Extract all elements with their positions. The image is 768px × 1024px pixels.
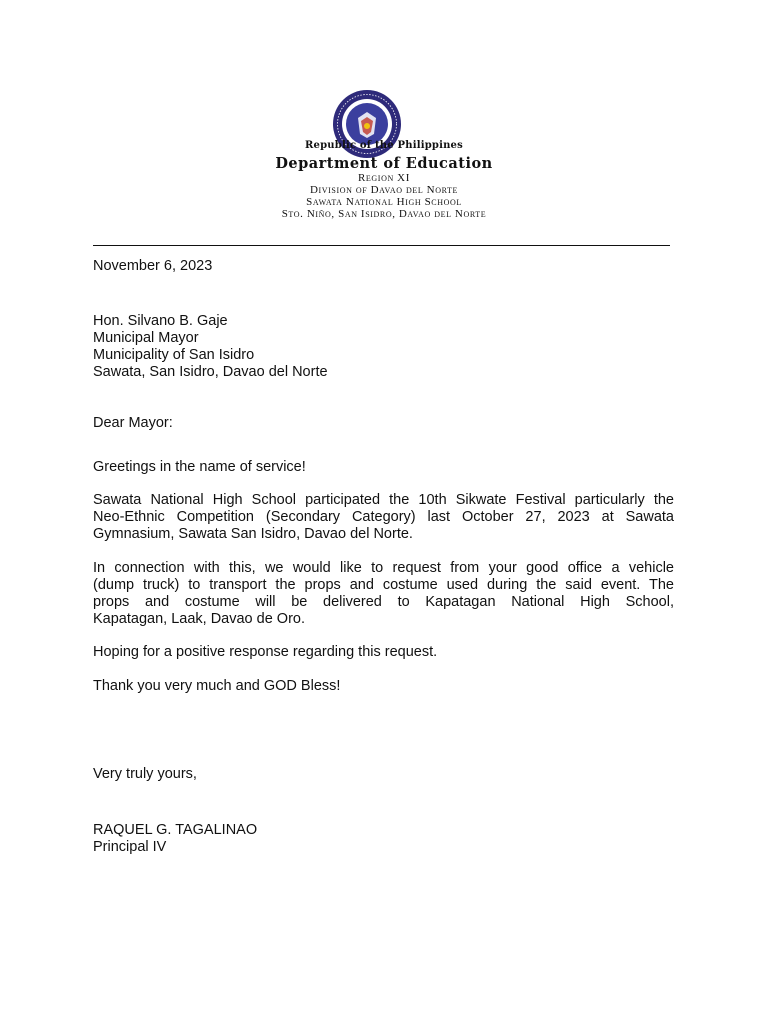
body-paragraph-4: Thank you very much and GOD Bless!: [93, 678, 341, 694]
paragraph-line: props and costume will be delivered to Kapatagan National High School,: [93, 594, 674, 610]
recipient-title: Municipal Mayor: [93, 330, 199, 346]
recipient-address: Sawata, San Isidro, Davao del Norte: [93, 364, 328, 380]
signatory-position: Principal IV: [93, 839, 167, 855]
recipient-office: Municipality of San Isidro: [93, 347, 255, 363]
closing: Very truly yours,: [93, 766, 197, 782]
recipient-name: Hon. Silvano B. Gaje: [93, 313, 228, 329]
paragraph-line: Gymnasium, Sawata San Isidro, Davao del Norte.: [93, 526, 413, 542]
letterhead-school: Sawata National High School: [306, 196, 462, 208]
paragraph-line: Sawata National High School participated the 10th Sikwate Festival particularly the: [93, 492, 674, 508]
letterhead-divider: [93, 245, 670, 246]
letterhead-department: Department of Education: [275, 155, 493, 172]
body-paragraph-3: Hoping for a positive response regarding this request.: [93, 644, 438, 660]
letterhead-address: Sto. Niño, San Isidro, Davao del Norte: [281, 208, 487, 220]
letter-date: November 6, 2023: [93, 258, 213, 274]
salutation: Dear Mayor:: [93, 415, 173, 431]
paragraph-line: (dump truck) to transport the props and costume used during the said event. The: [93, 577, 674, 593]
body-paragraph-2: [93, 560, 674, 628]
paragraph-line: In connection with this, we would like to request from your good office a vehicle: [93, 560, 674, 576]
signatory-name: RAQUEL G. TAGALINAO: [93, 822, 258, 838]
greeting: Greetings in the name of service!: [93, 459, 306, 475]
body-paragraph-1: [93, 492, 674, 543]
paragraph-line: Kapatagan, Laak, Davao de Oro.: [93, 611, 306, 627]
letterhead-region: Region XI: [358, 172, 410, 184]
letterhead-republic: Republic of the Philippines: [305, 140, 463, 151]
letterhead-division: Division of Davao del Norte: [309, 184, 459, 196]
paragraph-line: Neo-Ethnic Competition (Secondary Category) last October 27, 2023 at Sawata: [93, 509, 674, 525]
